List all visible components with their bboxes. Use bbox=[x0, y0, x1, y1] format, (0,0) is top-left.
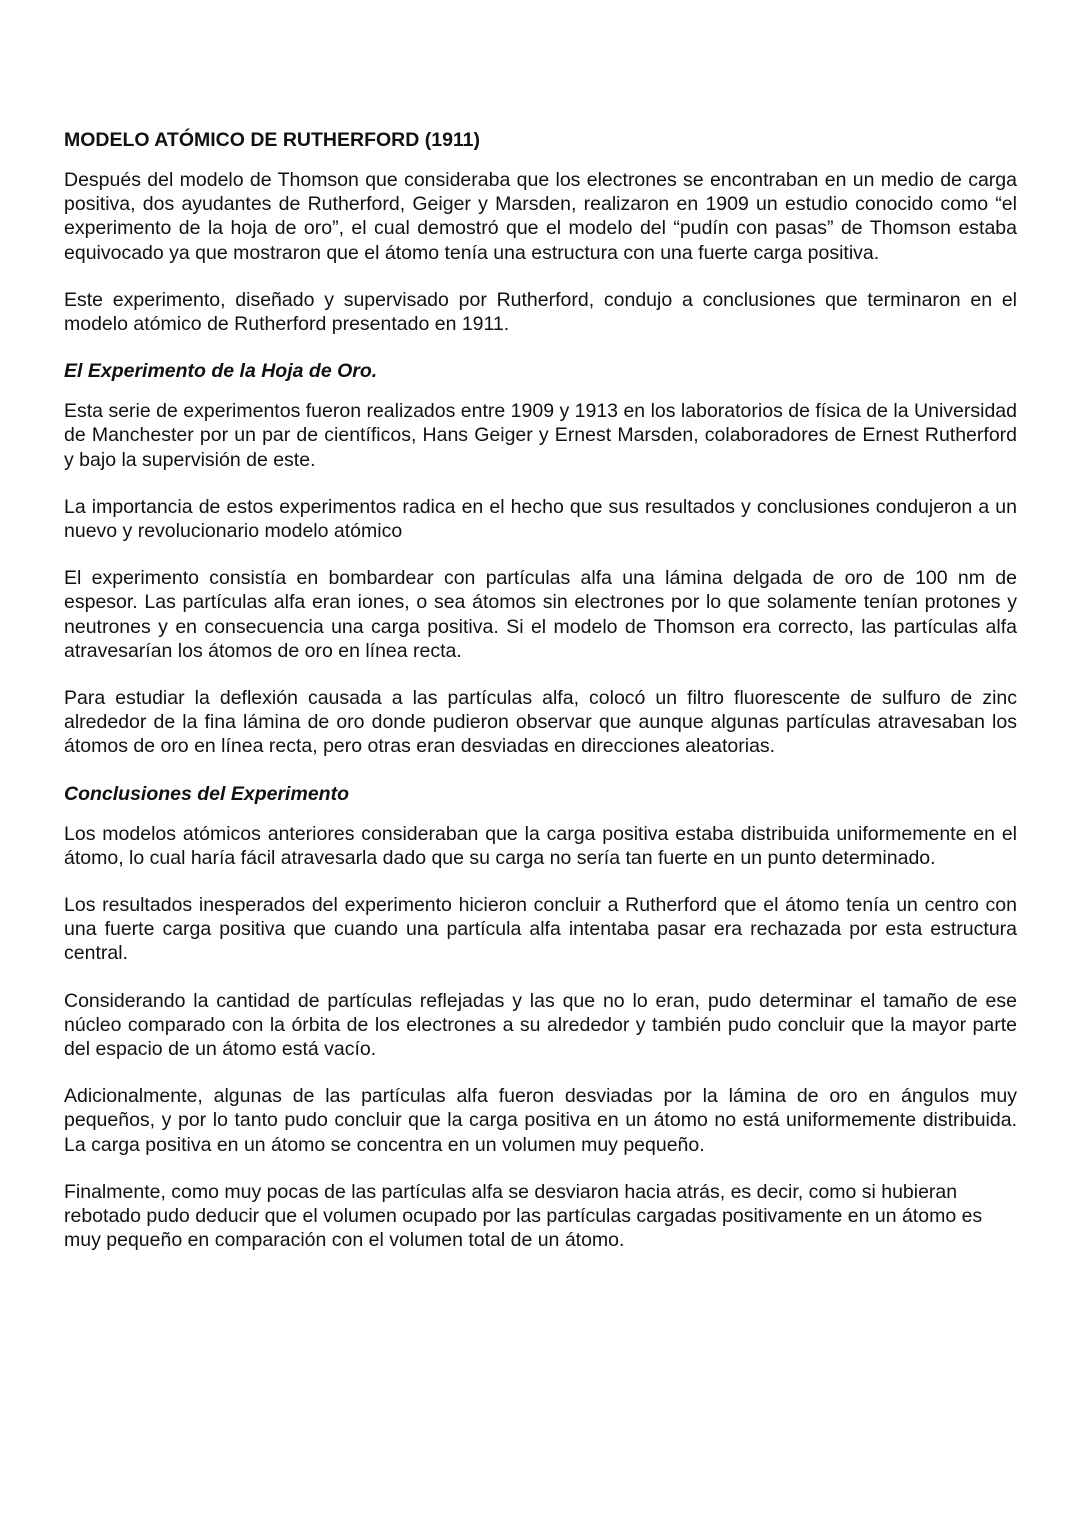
conclusions-paragraph-3: Considerando la cantidad de partículas reflejadas y las que no lo eran, pudo determinar el tamaño de ese núcleo comparado con la órbita de los electrones a su alrededor y también pudo concluir que la mayor parte del espacio de un átomo está vacío. bbox=[64, 989, 1017, 1061]
experiment-paragraph-2: La importancia de estos experimentos radica en el hecho que sus resultados y conclusiones condujeron a un nuevo y revolucionario modelo atómico bbox=[64, 495, 1017, 543]
conclusions-paragraph-1: Los modelos atómicos anteriores consideraban que la carga positiva estaba distribuida uniformemente en el átomo, lo cual haría fácil atravesarla dado que su carga no sería tan fuerte en un punto determinado. bbox=[64, 822, 1017, 869]
conclusions-paragraph-4: Adicionalmente, algunas de las partículas alfa fueron desviadas por la lámina de oro en ángulos muy pequeños, y por lo tanto pudo concluir que la carga positiva en un átomo no está uniformemente distribuida. La carga positiva en un átomo se concentra en un volumen muy pequeño. bbox=[64, 1085, 1017, 1156]
intro-paragraph-1: Después del modelo de Thomson que consideraba que los electrones se encontraban en un medio de carga positiva, dos ayudantes de Rutherford, Geiger y Marsden, realizaron en 1909 un estudio conocido como “el experimento de la hoja de oro”, el cual demostró que el modelo del “pudín con pasas” de Thomson estaba equivocado ya que mostraron que el átomo tenía una estructura con una fuerte carga positiva. bbox=[64, 169, 1017, 264]
experiment-paragraph-1: Esta serie de experimentos fueron realizados entre 1909 y 1913 en los laboratorios de física de la Universidad de Manchester por un par de científicos, Hans Geiger y Ernest Marsden, colaboradores de Ernest Rutherford y bajo la supervisión de este. bbox=[64, 400, 1017, 471]
conclusions-paragraph-5: Finalmente, como muy pocas de las partículas alfa se desviaron hacia atrás, es decir, como si hubieran rebotado pudo deducir que el volumen ocupado por las partículas cargadas positivamente en un átomo es muy pequeño en comparación con el volumen total de un átomo. bbox=[64, 1180, 983, 1252]
section-heading-experiment: El Experimento de la Hoja de Oro. bbox=[64, 360, 378, 383]
document-page bbox=[64, 128, 1017, 1276]
experiment-paragraph-3: El experimento consistía en bombardear con partículas alfa una lámina delgada de oro de 100 nm de espesor. Las partículas alfa eran iones, o sea átomos sin electrones por lo que solamente tenían protones y neutrones y en consecuencia una carga positiva. Si el modelo de Thomson era correcto, las partículas alfa atravesarían los átomos de oro en línea recta. bbox=[64, 567, 1017, 662]
document-title: MODELO ATÓMICO DE RUTHERFORD (1911) bbox=[64, 129, 481, 151]
intro-paragraph-2: Este experimento, diseñado y supervisado por Rutherford, condujo a conclusiones que terminaron en el modelo atómico de Rutherford presentado en 1911. bbox=[64, 288, 1017, 336]
conclusions-paragraph-2: Los resultados inesperados del experimento hicieron concluir a Rutherford que el átomo tenía un centro con una fuerte carga positiva que cuando una partícula alfa intentaba pasar era rechazada por esta estructura central. bbox=[64, 894, 1017, 965]
section-heading-conclusions: Conclusiones del Experimento bbox=[64, 782, 349, 805]
experiment-paragraph-4: Para estudiar la deflexión causada a las partículas alfa, colocó un filtro fluorescente de sulfuro de zinc alrededor de la fina lámina de oro donde pudieron observar que aunque algunas partículas atravesaban los átomos de oro en línea recta, pero otras eran desviadas en direcciones aleatorias. bbox=[64, 687, 1017, 758]
